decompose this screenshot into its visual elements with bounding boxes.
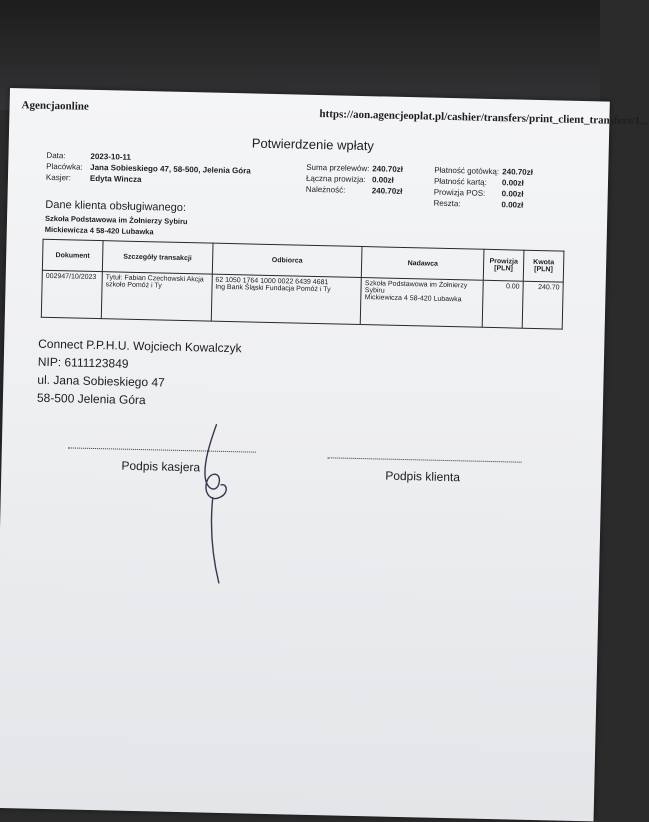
pos-fee-label: Prowizja POS: <box>433 187 486 198</box>
date-label: Data: <box>46 150 66 161</box>
recipient-name: Ing Bank Śląski Fundacja Pomóż i Ty <box>215 283 331 294</box>
total-fee-value: 0.00zł <box>371 175 394 185</box>
company-name: Connect P.P.H.U. Wojciech Kowalczyk <box>38 336 242 356</box>
client-address: Mickiewicza 4 58-420 Lubawka <box>44 224 154 237</box>
change-label: Reszta: <box>433 198 461 209</box>
amount-due-value: 240.70zł <box>371 186 403 196</box>
handwritten-signature-icon <box>179 422 253 594</box>
client-signature-label: Podpis klienta <box>385 468 461 485</box>
cell-details: Tytuł: Fabian Czechowski Akcja szkoło Pomóż i Ty <box>101 272 212 321</box>
cash-payment-label: Płatność gotówką: <box>434 165 500 177</box>
amount-due-label: Należność: <box>305 184 346 195</box>
print-header-brand: Agencjaonline <box>21 99 89 113</box>
receipt-paper <box>0 88 649 821</box>
col-header-sender: Nadawca <box>362 247 484 281</box>
cashier-signature-label: Podpis kasjera <box>121 458 201 475</box>
company-street: ul. Jana Sobieskiego 47 <box>37 372 165 390</box>
col-header-details: Szczegóły transakcji <box>102 241 212 274</box>
sender-address: Mickiewicza 4 58-420 Lubawka <box>364 294 462 304</box>
col-header-document: Dokument <box>42 239 103 271</box>
transfers-sum-value: 240.70zł <box>372 164 404 174</box>
recipient-account: 62 1050 1764 1000 0022 6439 4681 <box>215 276 329 287</box>
branch-value: Jana Sobieskiego 47, 58-500, Jelenia Góra <box>90 162 251 176</box>
col-header-fee: Prowizja [PLN] <box>483 249 524 281</box>
cashier-value: Edyta Wincza <box>89 173 142 185</box>
date-value: 2023-10-11 <box>90 151 132 162</box>
client-signature-line <box>328 457 522 462</box>
cell-fee: 0.00 <box>482 280 523 328</box>
cell-sender <box>361 278 484 328</box>
company-city: 58-500 Jelenia Góra <box>36 390 146 408</box>
card-payment-label: Płatność kartą: <box>433 176 488 187</box>
document-title: Potwierdzenie wpłaty <box>251 135 375 154</box>
pos-fee-value: 0.00zł <box>501 189 524 199</box>
card-payment-value: 0.00zł <box>501 178 524 188</box>
cell-amount: 240.70 <box>522 281 563 329</box>
print-header-url: https://aon.agencjeoplat.pl/cashier/transfers/print_client_transfers/1... <box>319 108 649 128</box>
sender-name: Szkoła Podstawowa im Żołnierzy Sybiru <box>364 280 468 295</box>
cell-document: 002947/10/2023 <box>41 270 102 318</box>
transfers-sum-label: Suma przelewów: <box>306 162 370 174</box>
col-header-amount: Kwota [PLN] <box>523 250 564 282</box>
company-nip: NIP: 6111123849 <box>37 354 129 371</box>
total-fee-label: Łączna prowizja: <box>305 173 366 185</box>
col-header-recipient: Odbiorca <box>212 243 362 277</box>
client-name: Szkoła Podstawowa im Żołnierzy Sybiru <box>44 213 188 227</box>
cash-payment-value: 240.70zł <box>502 167 534 177</box>
client-heading: Dane klienta obsługiwanego: <box>45 198 187 215</box>
cell-recipient <box>211 274 362 324</box>
change-value: 0.00zł <box>501 200 524 210</box>
transactions-table <box>41 239 565 330</box>
branch-label: Placówka: <box>46 161 83 172</box>
cashier-label: Kasjer: <box>45 172 71 183</box>
